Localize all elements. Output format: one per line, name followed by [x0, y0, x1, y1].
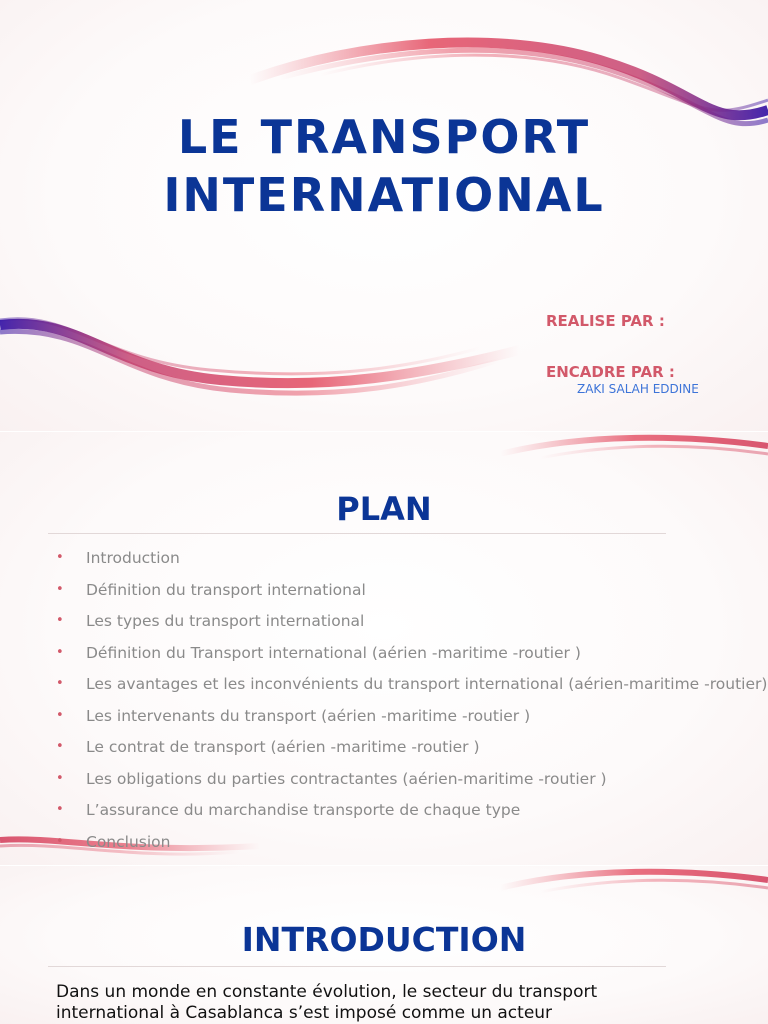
introduction-heading: INTRODUCTION	[241, 920, 527, 959]
page-title	[0, 108, 768, 224]
bullet-icon: •	[56, 581, 64, 597]
list-item: • Introduction	[56, 549, 180, 567]
realise-label: REALISE PAR :	[546, 312, 665, 330]
bullet-icon: •	[56, 802, 64, 817]
introduction-slide	[0, 866, 768, 1024]
ribbon-top-right	[480, 866, 768, 906]
introduction-paragraph: Dans un monde en constante évolution, le secteur du transport international à Casablanca s’est imposé comme un acteur	[56, 982, 598, 1023]
bullet-icon: •	[56, 770, 64, 786]
title-line-1: LE TRANSPORT	[177, 110, 591, 164]
plan-list	[56, 548, 768, 863]
plan-heading: PLAN	[336, 490, 432, 528]
bullet-icon: •	[56, 707, 64, 723]
list-item: • Les avantages et les inconvénients du transport international (aérien-maritime -routier)	[56, 675, 768, 693]
supervisor-name: ZAKI SALAH EDDINE	[577, 382, 699, 396]
list-item: • Les intervenants du transport (aérien -maritime -routier )	[56, 706, 531, 725]
list-item: • Définition du transport international	[56, 580, 366, 599]
list-item: • Le contrat de transport (aérien -maritime -routier )	[56, 738, 480, 756]
title-line-2: INTERNATIONAL	[163, 168, 605, 222]
ribbon-left	[0, 300, 520, 420]
list-item: • Les obligations du parties contractantes (aérien-maritime -routier )	[56, 769, 607, 788]
list-item: • Conclusion	[56, 832, 171, 851]
heading-divider	[48, 533, 666, 534]
list-item: • Définition du Transport international (aérien -maritime -routier )	[56, 643, 581, 662]
bullet-icon: •	[56, 739, 64, 754]
heading-divider	[48, 966, 666, 967]
bullet-icon: •	[56, 833, 64, 849]
ribbon-top-right	[480, 432, 768, 472]
plan-slide	[0, 432, 768, 866]
bullet-icon: •	[56, 613, 64, 628]
bullet-icon: •	[56, 550, 64, 565]
bullet-icon: •	[56, 676, 64, 691]
list-item: • Les types du transport international	[56, 612, 365, 630]
encadre-label: ENCADRE PAR :	[546, 363, 675, 381]
bullet-icon: •	[56, 644, 64, 660]
list-item: • L’assurance du marchandise transporte de chaque type	[56, 801, 521, 819]
title-slide	[0, 0, 768, 432]
